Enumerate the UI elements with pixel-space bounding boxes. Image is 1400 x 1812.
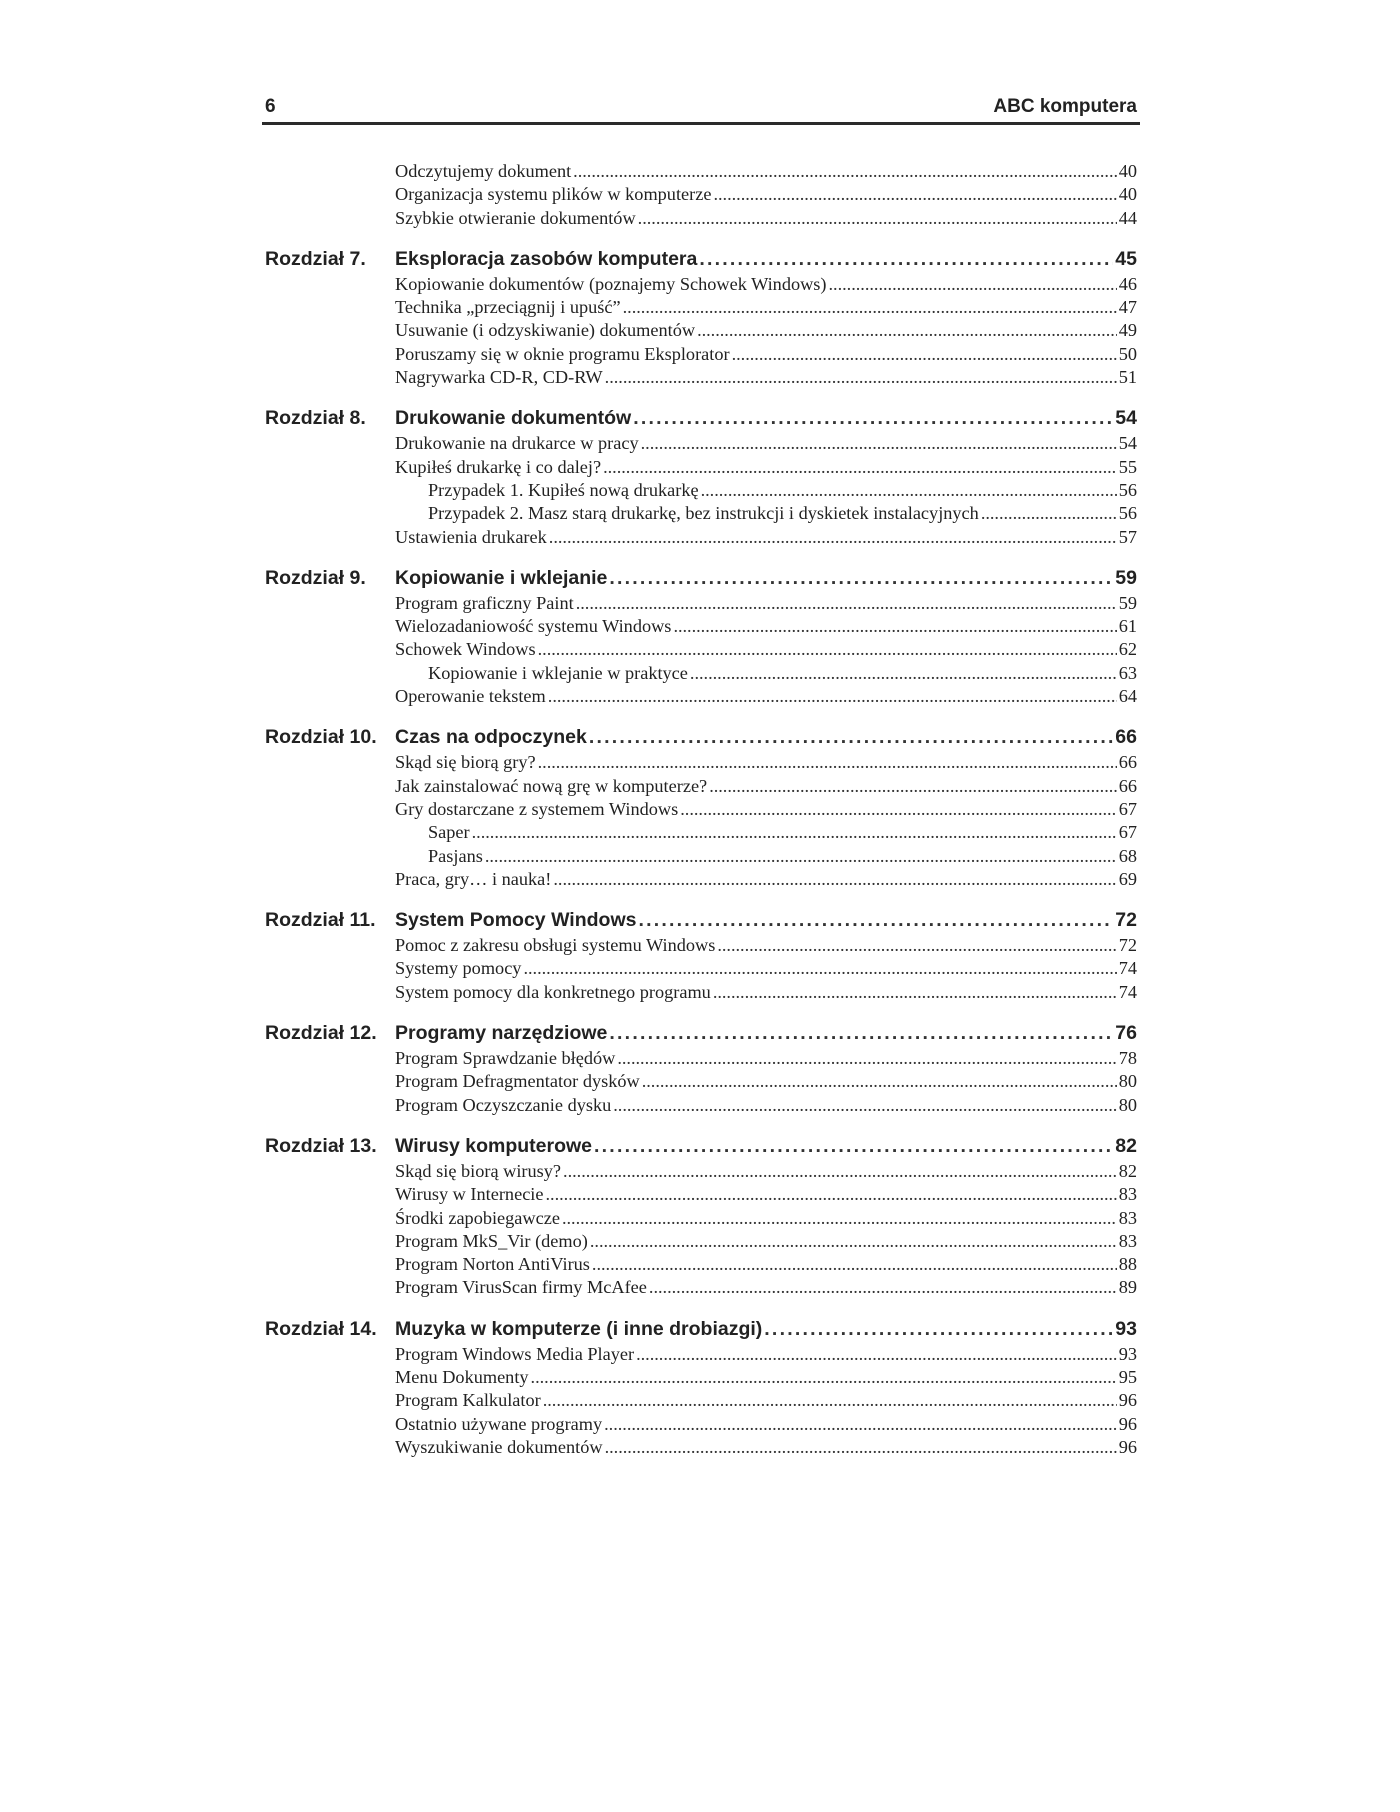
toc-entry-page: 67: [1118, 822, 1137, 843]
dot-leader: [609, 564, 1113, 592]
toc-entry-page: 74: [1118, 958, 1137, 979]
toc-entry-page: 95: [1118, 1366, 1137, 1387]
dot-leader: [590, 1230, 1117, 1253]
chapter-label: Rozdział 9.: [265, 566, 366, 589]
toc-entry: [265, 662, 1137, 685]
chapter-label: Rozdział 10.: [265, 726, 377, 749]
chapter-page: 54: [1115, 407, 1137, 430]
dot-leader: [485, 845, 1117, 868]
toc-entry: [265, 1389, 1137, 1412]
toc-entry-page: 66: [1118, 775, 1137, 796]
toc-entry: [265, 502, 1137, 525]
dot-leader: [531, 1366, 1117, 1389]
toc-entry: [265, 957, 1137, 980]
dot-leader: [538, 751, 1117, 774]
toc-entry: [265, 981, 1137, 1004]
dot-leader: [603, 456, 1117, 479]
chapter-page: 66: [1115, 726, 1137, 749]
chapter-label: Rozdział 8.: [265, 407, 366, 430]
dot-leader: [573, 160, 1117, 183]
toc-entry-title: Gry dostarczane z systemem Windows: [395, 798, 679, 819]
toc-entry-page: 83: [1118, 1230, 1137, 1251]
dot-leader: [563, 1160, 1117, 1183]
chapter-title: Wirusy komputerowe: [395, 1134, 593, 1157]
toc-entry-page: 57: [1118, 526, 1137, 547]
toc-entry: [265, 1343, 1137, 1366]
toc-entry: [265, 1276, 1137, 1299]
chapter-title: Drukowanie dokumentów: [395, 407, 632, 430]
toc-entry: [265, 183, 1137, 206]
toc-entry-title: Program VirusScan firmy McAfee: [395, 1277, 647, 1298]
dot-leader: [636, 1343, 1117, 1366]
dot-leader: [472, 821, 1117, 844]
dot-leader: [604, 1413, 1117, 1436]
toc-entry-page: 40: [1118, 184, 1137, 205]
toc-entry-page: 66: [1118, 752, 1137, 773]
toc-entry-title: Przypadek 2. Masz starą drukarkę, bez instrukcji i dyskietek instalacyjnych: [428, 503, 979, 524]
dot-leader: [680, 798, 1116, 821]
toc-entry-page: 55: [1118, 456, 1137, 477]
toc-entry: [265, 366, 1137, 389]
toc-entry: [265, 775, 1137, 798]
toc-entry-page: 61: [1118, 616, 1137, 637]
dot-leader: [649, 1276, 1117, 1299]
dot-leader: [829, 273, 1117, 296]
toc-entry-page: 49: [1118, 320, 1137, 341]
toc-entry-title: Skąd się biorą wirusy?: [395, 1160, 562, 1181]
toc-entry-title: Wyszukiwanie dokumentów: [395, 1436, 603, 1457]
toc-entry-title: System pomocy dla konkretnego programu: [395, 981, 711, 1002]
dot-leader: [701, 479, 1117, 502]
toc-entry: [265, 1183, 1137, 1206]
dot-leader: [546, 1183, 1117, 1206]
toc-entry-page: 72: [1118, 935, 1137, 956]
toc-entry-page: 54: [1118, 433, 1137, 454]
chapter-page: 76: [1115, 1022, 1137, 1045]
dot-leader: [713, 183, 1116, 206]
chapter-label: Rozdział 12.: [265, 1022, 377, 1045]
toc-entry-title: Środki zapobiegawcze: [395, 1207, 560, 1228]
dot-leader: [690, 662, 1117, 685]
dot-leader: [699, 245, 1113, 273]
dot-leader: [697, 319, 1117, 342]
toc-entry-page: 82: [1118, 1160, 1137, 1181]
dot-leader: [523, 957, 1116, 980]
toc-entry-page: 74: [1118, 981, 1137, 1002]
dot-leader: [641, 432, 1117, 455]
chapter-title: Czas na odpoczynek: [395, 726, 587, 749]
toc-entry: [265, 615, 1137, 638]
toc-entry: [265, 1413, 1137, 1436]
toc-entry: [265, 798, 1137, 821]
toc-entry: [265, 685, 1137, 708]
toc-entry-page: 50: [1118, 343, 1137, 364]
chapter-title: Muzyka w komputerze (i inne drobiazgi): [395, 1317, 763, 1340]
toc-entry: [265, 207, 1137, 230]
toc-entry-title: Pasjans: [428, 845, 483, 866]
toc-entry: [265, 751, 1137, 774]
toc-entry-title: Wielozadaniowość systemu Windows: [395, 616, 672, 637]
chapter-title: System Pomocy Windows: [395, 909, 637, 932]
toc-entry-page: 64: [1118, 686, 1137, 707]
toc-entry-page: 56: [1118, 503, 1137, 524]
chapter-heading: [265, 1132, 1137, 1160]
chapter-page: 72: [1115, 909, 1137, 932]
dot-leader: [623, 296, 1117, 319]
toc-entry-title: Systemy pomocy: [395, 958, 522, 979]
toc-entry-title: Kupiłeś drukarkę i co dalej?: [395, 456, 602, 477]
chapter-label: Rozdział 14.: [265, 1317, 377, 1340]
toc-entry-page: 83: [1118, 1207, 1137, 1228]
chapter-title: Programy narzędziowe: [395, 1022, 608, 1045]
toc-entry-title: Praca, gry… i nauka!: [395, 868, 552, 889]
toc-entry-title: Saper: [428, 822, 470, 843]
dot-leader: [605, 1436, 1117, 1459]
toc-entry-title: Poruszamy się w oknie programu Eksplorator: [395, 343, 730, 364]
toc-entry-title: Operowanie tekstem: [395, 686, 546, 707]
toc-entry-title: Odczytujemy dokument: [395, 161, 572, 181]
toc-entry-title: Usuwanie (i odzyskiwanie) dokumentów: [395, 320, 696, 341]
toc-entry-title: Program graficzny Paint: [395, 592, 574, 613]
dot-leader: [609, 1019, 1113, 1047]
toc-entry-title: Schowek Windows: [395, 639, 536, 660]
chapter-page: 93: [1115, 1317, 1137, 1340]
dot-leader: [592, 1253, 1117, 1276]
chapter-heading: [265, 906, 1137, 934]
dot-leader: [764, 1315, 1113, 1343]
toc-entry: [265, 273, 1137, 296]
dot-leader: [553, 868, 1116, 891]
chapter-page: 45: [1115, 247, 1137, 270]
toc-entry-title: Program Sprawdzanie błędów: [395, 1048, 616, 1069]
dot-leader: [562, 1207, 1117, 1230]
toc-entry-title: Pomoc z zakresu obsługi systemu Windows: [395, 935, 716, 956]
chapter-title: Kopiowanie i wklejanie: [395, 566, 608, 589]
toc-entry-page: 80: [1118, 1094, 1137, 1115]
toc-entry: [265, 1070, 1137, 1093]
toc-entry-page: 89: [1118, 1277, 1137, 1298]
toc-entry-title: Program Oczyszczanie dysku: [395, 1094, 612, 1115]
toc-entry-title: Kopiowanie i wklejanie w praktyce: [428, 662, 688, 683]
toc-entry-page: 47: [1118, 297, 1137, 318]
toc-entry-title: Ostatnio używane programy: [395, 1413, 603, 1434]
toc-entry: [265, 1207, 1137, 1230]
toc-entry-title: Technika „przeciągnij i upuść”: [395, 297, 621, 318]
dot-leader: [642, 1070, 1117, 1093]
toc-entry-title: Menu Dokumenty: [395, 1366, 529, 1387]
toc-entry-page: 80: [1118, 1071, 1137, 1092]
book-title: ABC komputera: [993, 96, 1137, 117]
dot-leader: [538, 638, 1117, 661]
toc-entry-title: Jak zainstalować nową grę w komputerze?: [395, 775, 708, 796]
toc-entry-page: 56: [1118, 479, 1137, 500]
dot-leader: [594, 1132, 1113, 1160]
toc-entry-page: 88: [1118, 1254, 1137, 1275]
toc-entry: [265, 845, 1137, 868]
toc-entry-title: Wirusy w Internecie: [395, 1184, 544, 1205]
toc-entry: [265, 432, 1137, 455]
toc-entry-page: 69: [1118, 868, 1137, 889]
dot-leader: [709, 775, 1117, 798]
toc-entry: [265, 1366, 1137, 1389]
chapter-heading: [265, 564, 1137, 592]
dot-leader: [617, 1047, 1116, 1070]
toc-entry: [265, 1230, 1137, 1253]
toc-entry-title: Program Norton AntiVirus: [395, 1254, 590, 1275]
toc-entry-page: 51: [1118, 367, 1137, 388]
toc-entry-title: Kopiowanie dokumentów (poznajemy Schowek Windows): [395, 273, 827, 294]
toc-entry: [265, 343, 1137, 366]
dot-leader: [548, 685, 1117, 708]
toc-entry-page: 46: [1118, 273, 1137, 294]
dot-leader: [613, 1094, 1116, 1117]
dot-leader: [638, 906, 1113, 934]
toc-entry: [265, 479, 1137, 502]
header-rule: [262, 122, 1140, 125]
dot-leader: [633, 404, 1113, 432]
toc-entry: [265, 1436, 1137, 1459]
dot-leader: [673, 615, 1116, 638]
toc-entry: [265, 1253, 1137, 1276]
dot-leader: [732, 343, 1117, 366]
toc-entry-title: Drukowanie na drukarce w pracy: [395, 433, 639, 454]
toc-entry: [265, 160, 1137, 183]
toc-entry: [265, 821, 1137, 844]
toc-entry: [265, 456, 1137, 479]
toc-entry-page: 59: [1118, 592, 1137, 613]
toc-entry: [265, 638, 1137, 661]
toc-entry: [265, 296, 1137, 319]
toc-entry-title: Szybkie otwieranie dokumentów: [395, 207, 636, 228]
toc-entry: [265, 1160, 1137, 1183]
toc-entry-page: 96: [1118, 1436, 1137, 1457]
chapter-title: Eksploracja zasobów komputera: [395, 247, 698, 270]
toc-entry-page: 96: [1118, 1413, 1137, 1434]
dot-leader: [549, 526, 1117, 549]
dot-leader: [589, 723, 1113, 751]
toc-entry-page: 40: [1118, 161, 1137, 181]
chapter-page: 59: [1115, 566, 1137, 589]
toc-entry-title: Ustawienia drukarek: [395, 526, 547, 547]
dot-leader: [638, 207, 1117, 230]
toc-entry: [265, 934, 1137, 957]
dot-leader: [717, 934, 1116, 957]
toc-entry-page: 62: [1118, 639, 1137, 660]
toc-entry-title: Program Defragmentator dysków: [395, 1071, 640, 1092]
toc-entry-title: Skąd się biorą gry?: [395, 752, 536, 773]
toc-entry-page: 93: [1118, 1343, 1137, 1364]
chapter-heading: [265, 723, 1137, 751]
toc-entry-page: 67: [1118, 798, 1137, 819]
page-number: 6: [265, 96, 276, 117]
toc-entry-page: 83: [1118, 1184, 1137, 1205]
chapter-label: Rozdział 11.: [265, 909, 376, 932]
dot-leader: [981, 502, 1117, 525]
toc-entry: [265, 526, 1137, 549]
table-of-contents: [265, 160, 1137, 1459]
toc-entry-title: Nagrywarka CD-R, CD-RW: [395, 367, 603, 388]
toc-entry: [265, 868, 1137, 891]
toc-entry-title: Program MkS_Vir (demo): [395, 1230, 588, 1251]
chapter-page: 82: [1115, 1134, 1137, 1157]
toc-entry: [265, 1047, 1137, 1070]
toc-entry-page: 78: [1118, 1048, 1137, 1069]
toc-entry-page: 68: [1118, 845, 1137, 866]
dot-leader: [713, 981, 1117, 1004]
chapter-heading: [265, 1315, 1137, 1343]
chapter-heading: [265, 404, 1137, 432]
dot-leader: [576, 592, 1117, 615]
running-header: [265, 96, 1137, 124]
dot-leader: [543, 1389, 1117, 1412]
toc-entry-title: Program Kalkulator: [395, 1390, 541, 1411]
toc-entry-page: 96: [1118, 1390, 1137, 1411]
toc-entry-title: Przypadek 1. Kupiłeś nową drukarkę: [428, 479, 699, 500]
chapter-heading: [265, 245, 1137, 273]
chapter-label: Rozdział 7.: [265, 247, 366, 270]
toc-entry-title: Organizacja systemu plików w komputerze: [395, 184, 712, 205]
toc-entry: [265, 319, 1137, 342]
toc-entry-title: Program Windows Media Player: [395, 1343, 635, 1364]
toc-entry-page: 44: [1118, 207, 1137, 228]
toc-entry: [265, 1094, 1137, 1117]
chapter-label: Rozdział 13.: [265, 1134, 377, 1157]
dot-leader: [605, 366, 1117, 389]
chapter-heading: [265, 1019, 1137, 1047]
toc-entry: [265, 592, 1137, 615]
toc-entry-page: 63: [1118, 662, 1137, 683]
